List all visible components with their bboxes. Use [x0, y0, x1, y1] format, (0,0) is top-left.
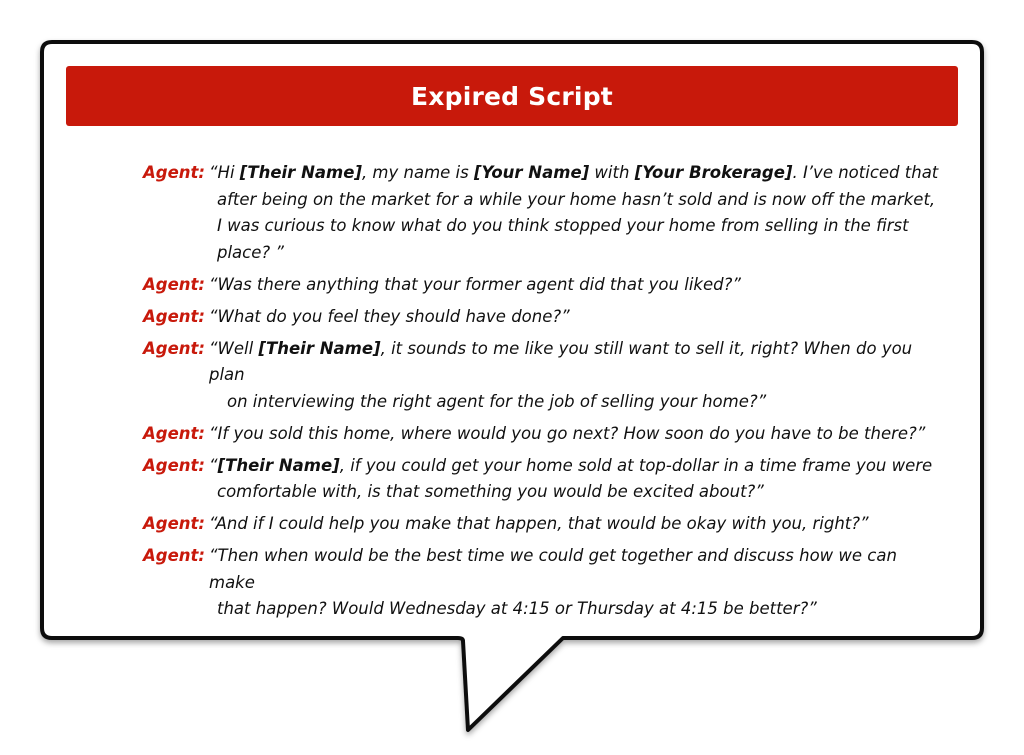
- quote-first-line: [209, 421, 943, 448]
- quote-text: “And if I could help you make that happen, that would be okay with you, right?”: [209, 514, 869, 533]
- speaker-label: Agent:: [143, 306, 206, 326]
- quote-text: , it sounds to me like you still want to sell it, right? When do you plan: [209, 338, 913, 384]
- quote-continuation: comfortable with, is that something you would be excited about?”: [217, 482, 764, 501]
- header-bar: [66, 66, 958, 126]
- quote-text: “What do you feel they should have done?”: [209, 306, 570, 326]
- quote-continuation: place? ”: [217, 242, 284, 262]
- placeholder-field: [Your Name]: [473, 163, 590, 182]
- speaker-label: Agent:: [143, 163, 206, 182]
- quote-first-line: [209, 453, 943, 480]
- quote-continuation: I was curious to know what do you think stopped your home from selling in the first: [217, 216, 909, 235]
- quote-first-line: [209, 272, 943, 299]
- script-line: [143, 336, 943, 416]
- quote-text: . I’ve noticed that: [792, 163, 939, 182]
- script-line: [143, 272, 943, 299]
- speaker-label: Agent:: [143, 546, 206, 565]
- quote-text: “If you sold this home, where would you go next? How soon do you have to be there?”: [209, 423, 926, 443]
- speaker-label: Agent:: [143, 274, 206, 294]
- quote-text: “Well: [209, 338, 259, 358]
- quote-text: “Then when would be the best time we could get together and discuss how we can make: [209, 546, 897, 592]
- quote-text: , if you could get your home sold at top-dollar in a time frame you were: [339, 455, 933, 475]
- speaker-label: Agent:: [143, 455, 206, 475]
- quote-text: , my name is: [361, 163, 474, 182]
- quote-first-line: [209, 336, 943, 389]
- script-lines: [143, 160, 943, 628]
- script-line: [143, 543, 943, 623]
- speaker-label: Agent:: [143, 514, 206, 533]
- quote-text: “Hi: [209, 163, 240, 182]
- script-line: [143, 421, 943, 448]
- quote-first-line: [209, 304, 943, 331]
- quote-continuation: on interviewing the right agent for the job of selling your home?”: [227, 391, 767, 411]
- quote-continuation: that happen? Would Wednesday at 4:15 or Thursday at 4:15 be better?”: [217, 599, 817, 618]
- page-title: Expired Script: [411, 81, 613, 111]
- placeholder-field: [Their Name]: [217, 455, 340, 475]
- quote-first-line: [209, 511, 943, 538]
- speaker-label: Agent:: [143, 338, 206, 358]
- placeholder-field: [Their Name]: [239, 163, 362, 182]
- placeholder-field: [Their Name]: [258, 338, 381, 358]
- quote-text: “Was there anything that your former agent did that you liked?”: [209, 274, 741, 294]
- quote-text: with: [589, 163, 635, 182]
- quote-text: “: [209, 455, 218, 475]
- script-line: [143, 453, 943, 506]
- quote-first-line: [209, 543, 943, 596]
- placeholder-field: [Your Brokerage]: [634, 163, 793, 182]
- script-line: [143, 511, 943, 538]
- quote-first-line: [209, 160, 943, 187]
- script-line: [143, 304, 943, 331]
- speaker-label: Agent:: [143, 423, 206, 443]
- script-line: [143, 160, 943, 266]
- quote-continuation: after being on the market for a while your home hasn’t sold and is now off the market,: [217, 189, 936, 209]
